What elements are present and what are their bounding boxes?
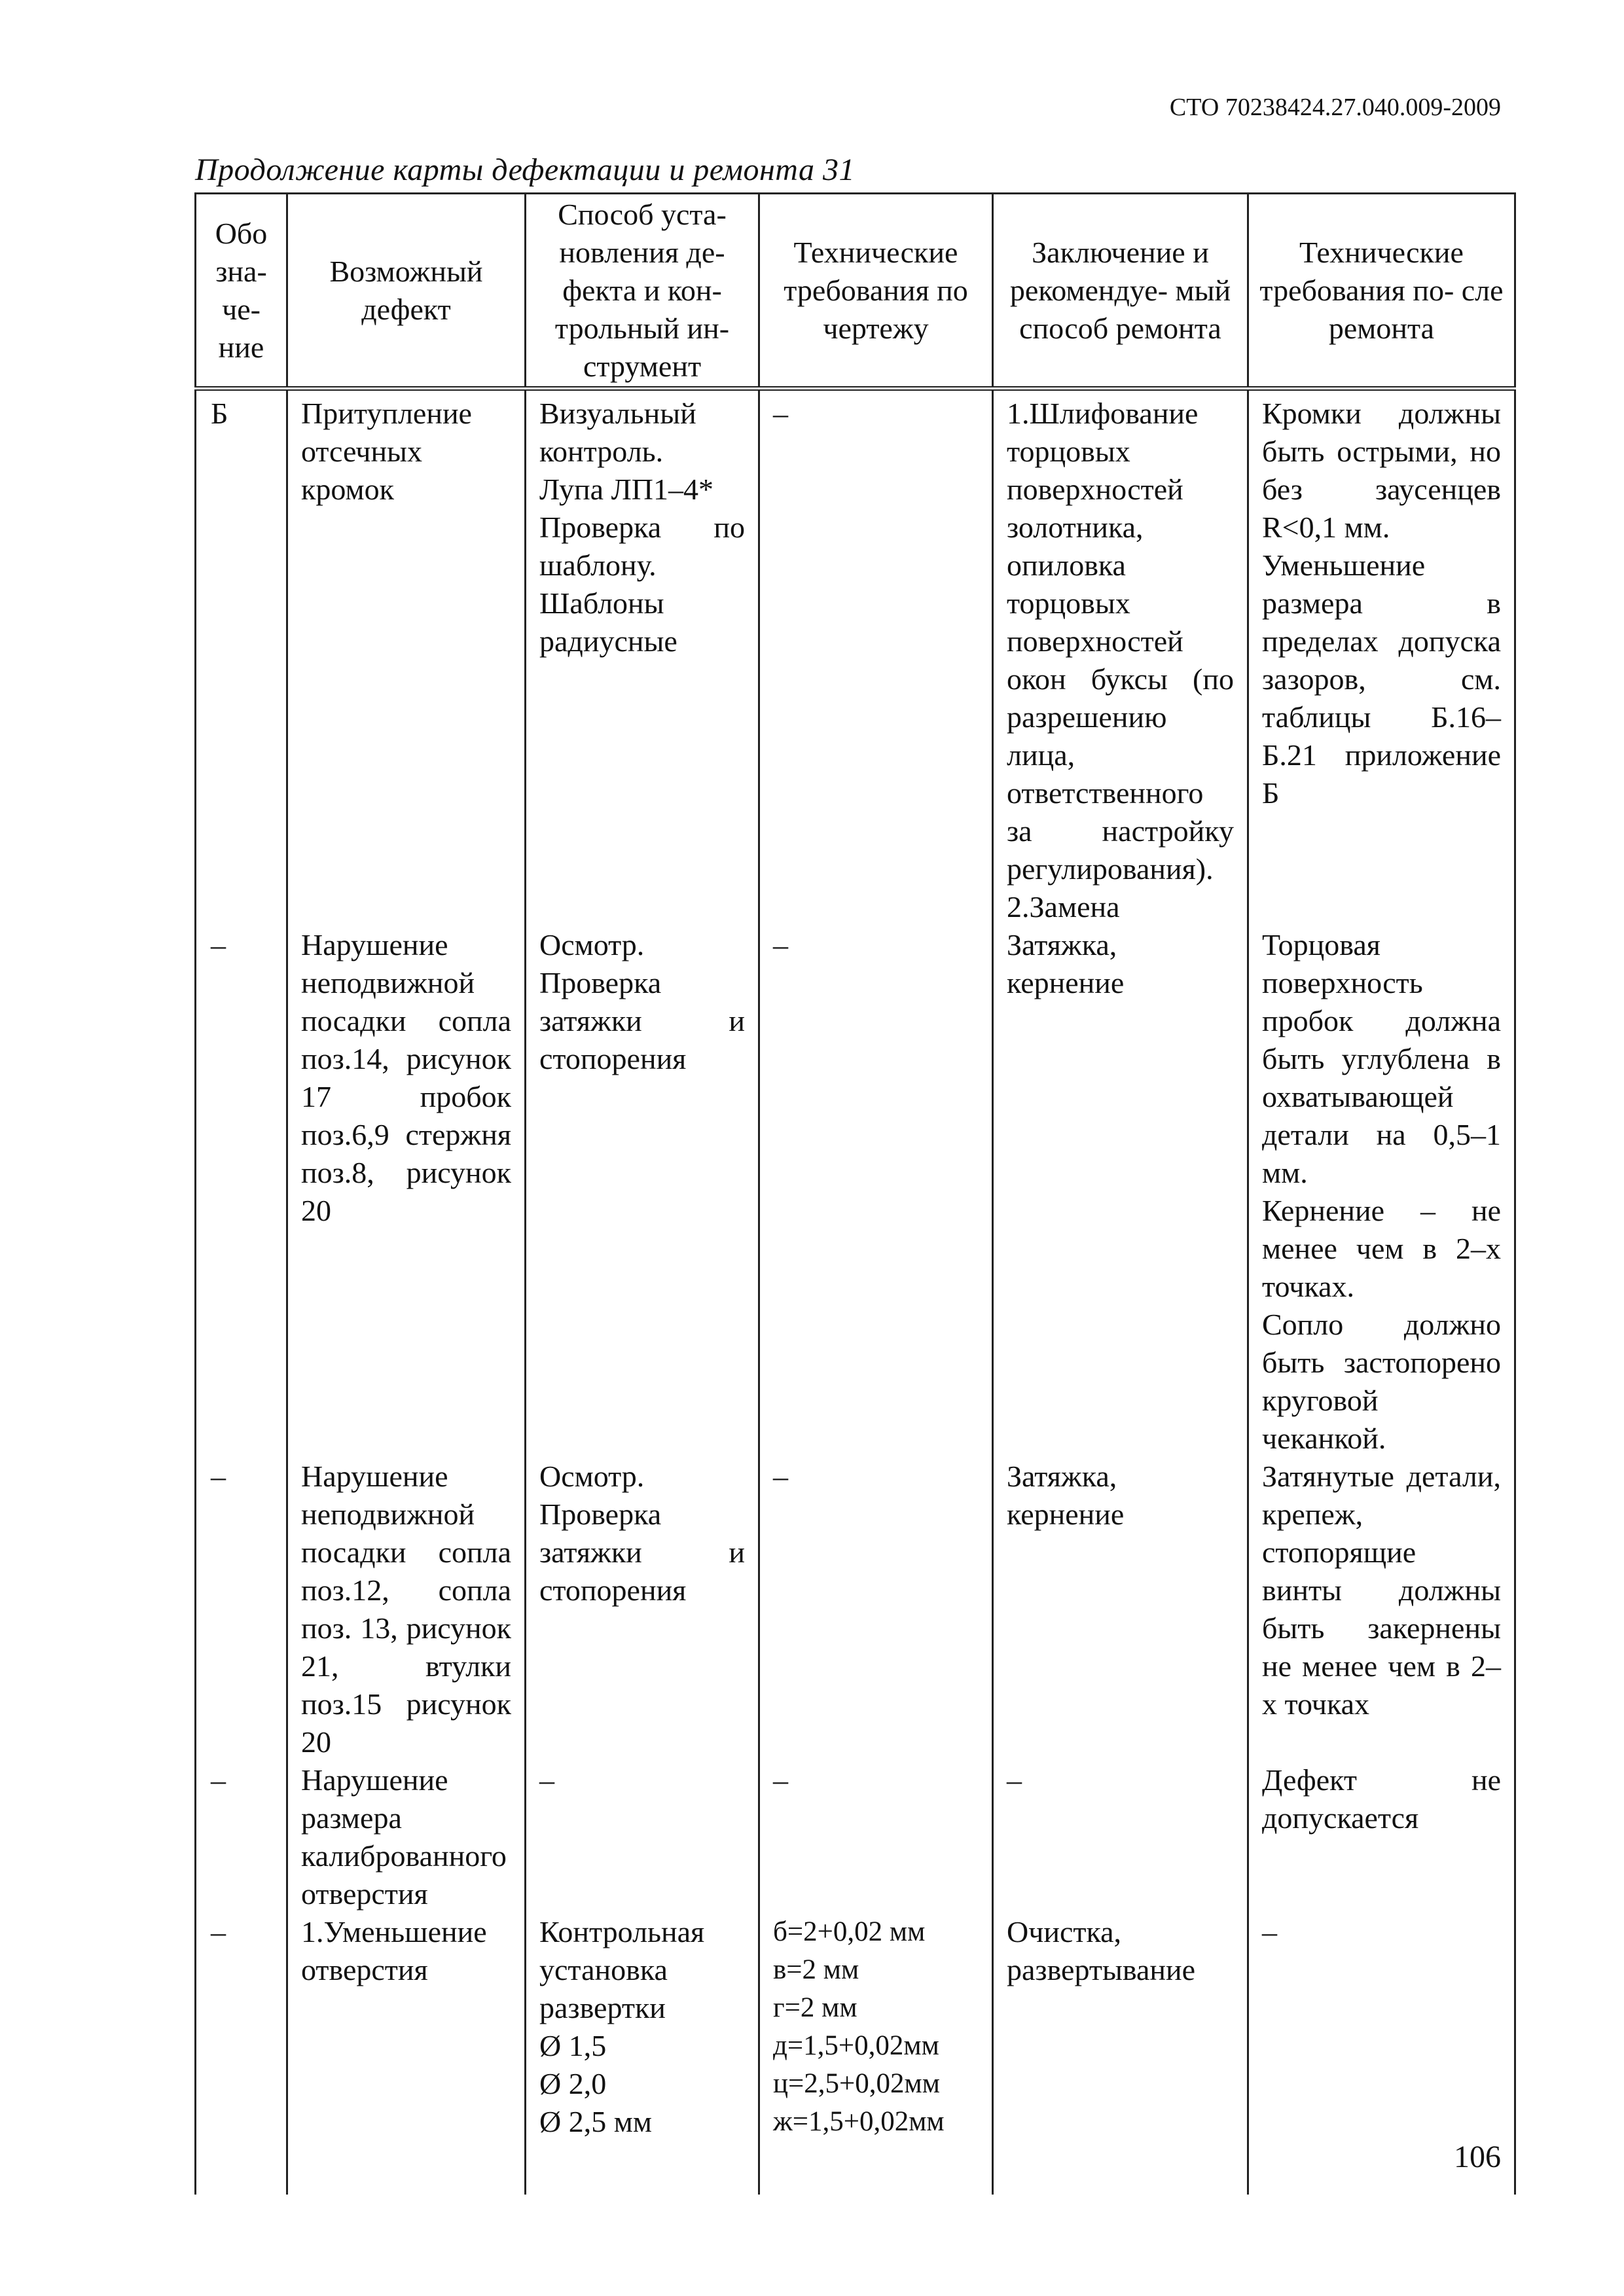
table-row xyxy=(196,389,1515,927)
table-row xyxy=(196,1458,1515,1761)
cell-after-req: Кромки должны быть острыми, но без заусенцев R<0,1 мм. Уменьшение размера в пределах допуска зазоров, см. таблицы Б.16–Б.21 приложение Б xyxy=(1248,389,1515,927)
cell-symbol: – xyxy=(196,1913,287,2195)
column-header-symbol: Обо зна- че- ние xyxy=(196,194,287,389)
column-header-drawing-req: Технические требования по чертежу xyxy=(759,194,993,389)
column-header-method: Способ уста- новления де- фекта и кон- трольный ин- струмент xyxy=(526,194,759,389)
cell-drawing-req: – xyxy=(759,1761,993,1913)
cell-conclusion: Затяжка, кернение xyxy=(993,1458,1248,1761)
document-code: СТО 70238424.27.040.009-2009 xyxy=(1169,94,1501,121)
column-header-conclusion: Заключение и рекомендуе- мый способ ремонта xyxy=(993,194,1248,389)
table-row xyxy=(196,1761,1515,1913)
cell-method: Осмотр. Проверка затяжки и стопорения xyxy=(526,926,759,1458)
cell-symbol: Б xyxy=(196,389,287,927)
cell-after-req: Затянутые детали, крепеж, стопорящие винты должны быть закернены не менее чем в 2–х точках xyxy=(1248,1458,1515,1761)
column-header-defect: Возможный дефект xyxy=(287,194,526,389)
cell-conclusion: Затяжка, кернение xyxy=(993,926,1248,1458)
cell-conclusion: Очистка, развертывание xyxy=(993,1913,1248,2195)
table-header-row xyxy=(196,194,1515,389)
cell-method: – xyxy=(526,1761,759,1913)
page-number: 106 xyxy=(1454,2140,1501,2174)
cell-symbol: – xyxy=(196,1458,287,1761)
cell-defect: 1.Уменьшение отверстия xyxy=(287,1913,526,2195)
cell-defect: Нарушение размера калиброванного отверстия xyxy=(287,1761,526,1913)
cell-drawing-req: б=2+0,02 мм в=2 мм г=2 мм д=1,5+0,02мм ц=2,5+0,02мм ж=1,5+0,02мм xyxy=(759,1913,993,2195)
cell-symbol: – xyxy=(196,1761,287,1913)
column-header-after-req: Технические требования по- сле ремонта xyxy=(1248,194,1515,389)
cell-after-req: – xyxy=(1248,1913,1515,2195)
cell-conclusion: – xyxy=(993,1761,1248,1913)
continuation-title: Продолжение карты дефектации и ремонта 31 xyxy=(195,152,856,187)
cell-method: Контрольная установка развертки Ø 1,5 Ø 2,0 Ø 2,5 мм xyxy=(526,1913,759,2195)
table-row xyxy=(196,926,1515,1458)
cell-defect: Притупление отсечных кромок xyxy=(287,389,526,927)
cell-method: Осмотр. Проверка затяжки и стопорения xyxy=(526,1458,759,1761)
cell-after-req: Дефект не допускается xyxy=(1248,1761,1515,1913)
cell-drawing-req: – xyxy=(759,1458,993,1761)
cell-method: Визуальный контроль. Лупа ЛП1–4* Проверка по шаблону. Шаблоны радиусные xyxy=(526,389,759,927)
cell-defect: Нарушение неподвижной посадки сопла поз.14, рисунок 17 пробок поз.6,9 стержня поз.8, рисунок 20 xyxy=(287,926,526,1458)
cell-conclusion: 1.Шлифование торцовых поверхностей золотника, опиловка торцовых поверхностей окон буксы (по разрешению лица, ответственного за настройку регулирования). 2.Замена xyxy=(993,389,1248,927)
cell-drawing-req: – xyxy=(759,389,993,927)
cell-defect: Нарушение неподвижной посадки сопла поз.12, сопла поз. 13, рисунок 21, втулки поз.15 рисунок 20 xyxy=(287,1458,526,1761)
cell-after-req: Торцовая поверхность пробок должна быть углублена в охватывающей детали на 0,5–1 мм. Кернение – не менее чем в 2–х точках. Сопло должно быть застопорено круговой чеканкой. xyxy=(1248,926,1515,1458)
defect-repair-table xyxy=(194,192,1516,2195)
cell-drawing-req: – xyxy=(759,926,993,1458)
table-row xyxy=(196,1913,1515,2195)
cell-symbol: – xyxy=(196,926,287,1458)
